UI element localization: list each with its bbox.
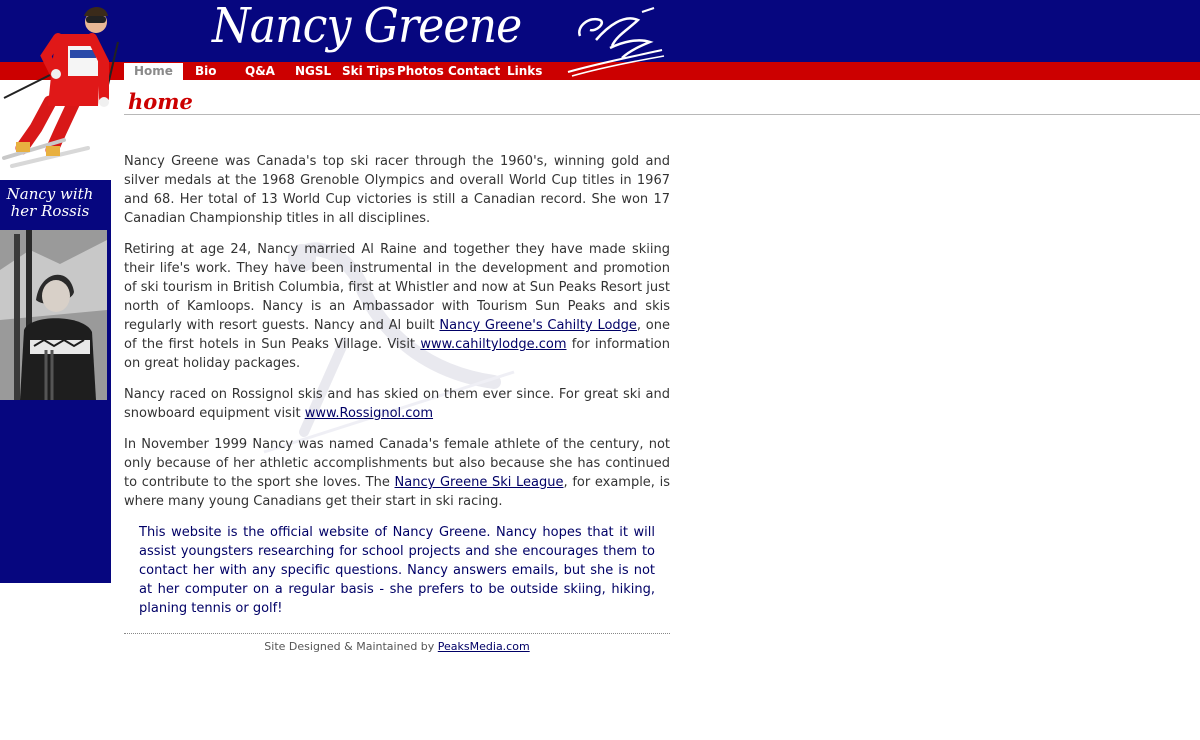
skier-photo (0, 2, 124, 170)
official-website-note: This website is the official website of Nancy Greene. Nancy hopes that it will assist youngsters researching for school projects and she encourages them to contact her with any specific questions. Nancy answers emails, but she is not at her computer on a regular basis - she prefers to be outside skiing, hiking, planing tennis or golf! (139, 525, 655, 616)
nav-photos[interactable]: Photos (397, 64, 444, 78)
intro-paragraph: Nancy Greene was Canada's top ski racer through the 1960's, winning gold and silver medals at the 1968 Grenoble Olympics and overall World Cup titles in 1967 and 68. Her total of 13 World Cup victories is still a Canadian record. She won 17 Canadian Championship titles in all disciplines. (124, 154, 670, 226)
sidebar-caption (0, 186, 100, 220)
site-footer (124, 640, 670, 653)
rossignol-link[interactable]: www.Rossignol.com (304, 406, 434, 421)
heading-divider (124, 114, 1200, 115)
career-text-2: , one of the first hotels in Sun Peaks Village. Visit (124, 318, 670, 352)
nav-qa[interactable]: Q&A (245, 64, 275, 78)
career-text-1: Retiring at age 24, Nancy married Al Raine and together they have made skiing their life's work. They have been instrumental in the development and promotion of ski tourism in British Columbia, first at Whistler and now at Sun Peaks Resort just north of Kamloops. Nancy is an Ambassador with Tourism Sun Peaks and skis regularly with resort guests. Nancy and Al built (124, 242, 670, 333)
rossignol-paragraph (124, 385, 670, 423)
career-text-3: for information on great holiday packages. (124, 337, 670, 371)
peaksmedia-link[interactable]: PeaksMedia.com (437, 640, 530, 653)
main-content (124, 152, 670, 653)
nav-contact[interactable]: Contact (448, 64, 501, 78)
nav-bio[interactable]: Bio (195, 64, 217, 78)
athlete-text-2: , for example, is where many young Canadians get their start in ski racing. (124, 475, 670, 509)
footer-divider (124, 633, 670, 634)
footer-text: Site Designed & Maintained by (264, 640, 438, 653)
ski-league-link[interactable]: Nancy Greene Ski League (394, 475, 564, 490)
sidebar-caption-line1: Nancy with (6, 185, 94, 203)
athlete-text-1: In November 1999 Nancy was named Canada's female athlete of the century, not only because of her athletic accomplishments but also because she has continued to contribute to the sport she loves. The (124, 437, 670, 490)
sidebar-photo (0, 230, 107, 400)
site-logo[interactable]: Nancy Greene (212, 0, 522, 54)
nav-ngsl[interactable]: NGSL (295, 64, 332, 78)
nav-home[interactable]: Home (124, 63, 183, 80)
cahilty-lodge-link[interactable]: Nancy Greene's Cahilty Lodge (439, 318, 637, 333)
nav-links[interactable]: Links (507, 64, 543, 78)
cahiltylodge-url-link[interactable]: www.cahiltylodge.com (420, 337, 567, 352)
left-sidebar (0, 180, 111, 583)
career-paragraph (124, 240, 670, 373)
rossignol-text: Nancy raced on Rossignol skis and has skied on them ever since. For great ski and snowboard equipment visit (124, 387, 670, 421)
nav-ski-tips[interactable]: Ski Tips (342, 64, 395, 78)
sidebar-caption-line2: her Rossis (10, 202, 90, 220)
page-title: home (128, 89, 193, 114)
athlete-paragraph (124, 435, 670, 511)
signature-icon (566, 6, 666, 78)
